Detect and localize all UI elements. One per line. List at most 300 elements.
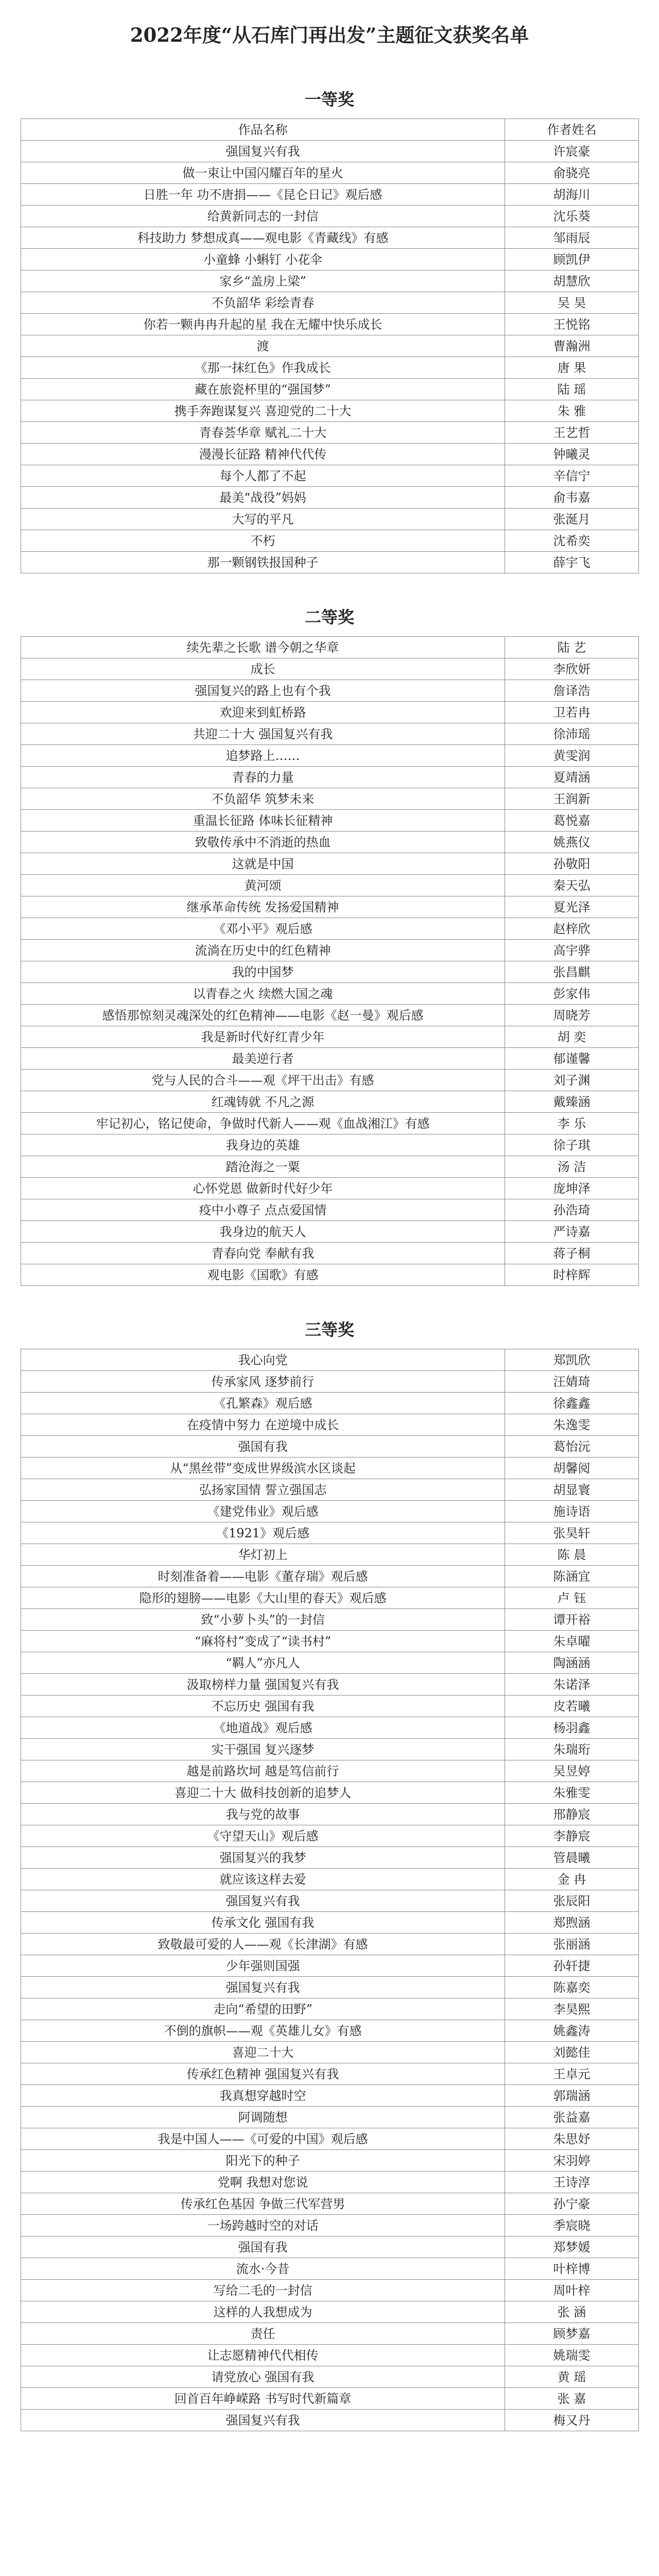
table-row [21, 1264, 639, 1286]
entry-author: 周叶梓 [505, 2280, 639, 2301]
entry-author: 孙宁豪 [505, 2193, 639, 2215]
entry-title: 致敬传承中不消逝的热血 [21, 832, 505, 853]
table-row [21, 2323, 639, 2345]
entry-title: 《邓小平》观后感 [21, 918, 505, 940]
section-heading: 三等奖 [304, 1320, 354, 1340]
award-table [21, 1349, 639, 2431]
entry-author: 俞韦嘉 [505, 487, 639, 509]
entry-author: 郭瑞涵 [505, 2085, 639, 2107]
entry-author: 汤 洁 [505, 1156, 639, 1178]
entry-title: 弘扬家国情 誓立强国志 [21, 1479, 505, 1501]
table-row [21, 1977, 639, 1998]
entry-author: 姚燕仪 [505, 832, 639, 853]
entry-title: 小童蜂 小蝌钉 小花伞 [21, 249, 505, 270]
entry-author: 朱卓曜 [505, 1631, 639, 1652]
entry-title: 强国复兴的路上也有个我 [21, 680, 505, 702]
entry-title: “羁人”亦凡人 [21, 1652, 505, 1674]
entry-author: 孙轩捷 [505, 1955, 639, 1977]
entry-title: 隐形的翅膀——电影《大山里的春天》观后感 [21, 1587, 505, 1609]
entry-author: 李静宸 [505, 1825, 639, 1847]
entry-title: 续先辈之长歌 谱今朝之华章 [21, 637, 505, 658]
table-row [21, 1243, 639, 1264]
table-row [21, 530, 639, 552]
entry-author: 秦天弘 [505, 875, 639, 896]
entry-author: 郑凯欣 [505, 1349, 639, 1371]
table-row [21, 875, 639, 896]
entry-author: 陶涵涵 [505, 1652, 639, 1674]
table-row [21, 444, 639, 465]
entry-title: 喜迎二十大 做科技创新的追梦人 [21, 1782, 505, 1804]
entry-title: 党与人民的合斗——观《坪干出击》有感 [21, 1070, 505, 1091]
entry-author: 朱 雅 [505, 400, 639, 422]
entry-author: 俞骁亮 [505, 162, 639, 184]
table-row [21, 1178, 639, 1199]
table-row [21, 162, 639, 184]
column-header-author: 作者姓名 [505, 119, 639, 141]
table-row [21, 1717, 639, 1739]
entry-title: 越是前路坎坷 越是笃信前行 [21, 1760, 505, 1782]
document-title: 2022年度“从石库门再出发”主题征文获奖名单 [130, 24, 529, 46]
entry-title: 致敬最可爱的人——观《长津湖》有感 [21, 1934, 505, 1955]
table-row [21, 788, 639, 810]
entry-title: 我与党的故事 [21, 1804, 505, 1825]
table-row [21, 1479, 639, 1501]
table-row [21, 1760, 639, 1782]
entry-title: 藏在旅瓷杯里的“强国梦” [21, 379, 505, 400]
entry-title: 我是中国人——《可爱的中国》观后感 [21, 2128, 505, 2150]
table-row [21, 1652, 639, 1674]
table-row [21, 1371, 639, 1393]
entry-title: 传承红色基因 争做三代军营男 [21, 2193, 505, 2215]
entry-author: 王卓元 [505, 2063, 639, 2085]
entry-title: 华灯初上 [21, 1544, 505, 1566]
entry-title: 黄河颂 [21, 875, 505, 896]
entry-title: 成长 [21, 658, 505, 680]
entry-author: 黄雯润 [505, 745, 639, 767]
entry-author: 胡 奕 [505, 1026, 639, 1048]
entry-title: 我的中国梦 [21, 961, 505, 983]
table-row [21, 227, 639, 249]
entry-author: 沈希奕 [505, 530, 639, 552]
table-row [21, 335, 639, 357]
entry-title: 不倒的旗帜——观《英雄儿女》有感 [21, 2020, 505, 2042]
table-row [21, 2410, 639, 2431]
entry-title: 致“小萝卜头”的一封信 [21, 1609, 505, 1631]
table-row [21, 2280, 639, 2301]
table-row [21, 1739, 639, 1760]
table-row [21, 853, 639, 875]
entry-title: 少年强则国强 [21, 1955, 505, 1977]
entry-author: 夏光泽 [505, 896, 639, 918]
entry-author: 姚鑫涛 [505, 2020, 639, 2042]
table-row [21, 2388, 639, 2410]
entry-author: 陈 晨 [505, 1544, 639, 1566]
column-header-title: 作品名称 [21, 119, 505, 141]
entry-author: 陆 艺 [505, 637, 639, 658]
table-row [21, 509, 639, 530]
entry-title: 传承文化 强国有我 [21, 1912, 505, 1934]
entry-title: 你若一颗冉冉升起的星 我在无耀中快乐成长 [21, 314, 505, 335]
entry-author: 徐子琪 [505, 1134, 639, 1156]
entry-title: 强国复兴有我 [21, 2410, 505, 2431]
entry-title: 欢迎来到虹桥路 [21, 702, 505, 723]
table-row [21, 896, 639, 918]
table-row [21, 940, 639, 961]
table-row [21, 2172, 639, 2193]
entry-author: 顾梦嘉 [505, 2323, 639, 2345]
entry-title: 科技助力 梦想成真——观电影《青藏线》有感 [21, 227, 505, 249]
entry-title: 不朽 [21, 530, 505, 552]
entry-author: 金 冉 [505, 1869, 639, 1890]
table-row [21, 1199, 639, 1221]
entry-author: 张昊轩 [505, 1522, 639, 1544]
table-row [21, 1458, 639, 1479]
entry-title: 喜迎二十大 [21, 2042, 505, 2063]
entry-author: 邹雨辰 [505, 227, 639, 249]
entry-title: 让志愿精神代代相传 [21, 2345, 505, 2366]
entry-author: 葛怡沅 [505, 1436, 639, 1458]
award-section [21, 598, 638, 1286]
entry-author: 李欣妍 [505, 658, 639, 680]
entry-author: 胡馨阅 [505, 1458, 639, 1479]
entry-author: 朱逸雯 [505, 1414, 639, 1436]
table-row [21, 1026, 639, 1048]
entry-title: 阳光下的种子 [21, 2150, 505, 2172]
entry-title: 强国有我 [21, 2236, 505, 2258]
table-row [21, 1912, 639, 1934]
entry-title: 回首百年峥嵘路 书写时代新篇章 [21, 2388, 505, 2410]
entry-author: 胡显寰 [505, 1479, 639, 1501]
entry-author: 卫若冉 [505, 702, 639, 723]
table-row [21, 400, 639, 422]
entry-title: 日胜一年 功不唐捐——《昆仑日记》观后感 [21, 184, 505, 206]
entry-title: 汲取榜样力量 强国复兴有我 [21, 1674, 505, 1696]
table-row [21, 206, 639, 227]
entry-author: 汪婧琦 [505, 1371, 639, 1393]
entry-author: 梅又丹 [505, 2410, 639, 2431]
table-row [21, 184, 639, 206]
table-row [21, 1998, 639, 2020]
table-row [21, 2215, 639, 2236]
entry-author: 赵梓欣 [505, 918, 639, 940]
table-row [21, 2042, 639, 2063]
entry-author: 孙敬阳 [505, 853, 639, 875]
entry-title: 牢记初心，铭记使命，争做时代新人——观《血战湘江》有感 [21, 1113, 505, 1134]
entry-author: 管晨曦 [505, 1847, 639, 1869]
entry-title: 从“黑丝带”变成世界级滨水区谈起 [21, 1458, 505, 1479]
entry-author: 戴臻涵 [505, 1091, 639, 1113]
entry-title: 家乡“盖房上梁” [21, 270, 505, 292]
entry-title: 就应该这样去爱 [21, 1869, 505, 1890]
entry-title: 《守望天山》观后感 [21, 1825, 505, 1847]
table-row [21, 1566, 639, 1587]
entry-author: 钟曦灵 [505, 444, 639, 465]
entry-title: 传承家风 逐梦前行 [21, 1371, 505, 1393]
entry-title: 我真想穿越时空 [21, 2085, 505, 2107]
entry-author: 王悦铭 [505, 314, 639, 335]
table-row [21, 379, 639, 400]
entry-title: 红魂铸就 不凡之源 [21, 1091, 505, 1113]
entry-title: 《地道战》观后感 [21, 1717, 505, 1739]
table-row [21, 918, 639, 940]
award-table [21, 118, 639, 573]
table-row [21, 1113, 639, 1134]
award-section [21, 80, 638, 573]
entry-author: 彭家伟 [505, 983, 639, 1005]
entry-title: 不负韶华 筑梦未来 [21, 788, 505, 810]
table-row [21, 357, 639, 379]
table-row [21, 2020, 639, 2042]
entry-author: 刘子渊 [505, 1070, 639, 1091]
table-row [21, 2128, 639, 2150]
table-row [21, 1393, 639, 1414]
table-row [21, 658, 639, 680]
entry-author: 李昊熙 [505, 1998, 639, 2020]
entry-author: 李 乐 [505, 1113, 639, 1134]
entry-title: 每个人都了不起 [21, 465, 505, 487]
entry-author: 张 嘉 [505, 2388, 639, 2410]
table-row [21, 2193, 639, 2215]
entry-author: 陆 瑶 [505, 379, 639, 400]
entry-author: 姚瑞雯 [505, 2345, 639, 2366]
table-row [21, 1934, 639, 1955]
table-row [21, 1544, 639, 1566]
entry-title: 强国复兴的我梦 [21, 1847, 505, 1869]
entry-author: 王润新 [505, 788, 639, 810]
entry-title: 青春荟华章 赋礼二十大 [21, 422, 505, 444]
table-row [21, 1609, 639, 1631]
table-row [21, 1156, 639, 1178]
table-row [21, 2085, 639, 2107]
entry-author: 宋羽婷 [505, 2150, 639, 2172]
entry-title: 《1921》观后感 [21, 1522, 505, 1544]
entry-author: 胡慧欣 [505, 270, 639, 292]
table-row [21, 1501, 639, 1522]
entry-author: 胡海川 [505, 184, 639, 206]
table-row [21, 1048, 639, 1070]
table-row [21, 1825, 639, 1847]
table-row [21, 745, 639, 767]
entry-author: 曹瀚洲 [505, 335, 639, 357]
table-row [21, 292, 639, 314]
entry-author: 吴昱婷 [505, 1760, 639, 1782]
entry-author: 叶梓博 [505, 2258, 639, 2280]
entry-author: 张益嘉 [505, 2107, 639, 2128]
table-row [21, 983, 639, 1005]
entry-author: 杨羽鑫 [505, 1717, 639, 1739]
entry-title: 继承革命传统 发扬爱国精神 [21, 896, 505, 918]
entry-author: 王艺哲 [505, 422, 639, 444]
table-row [21, 680, 639, 702]
entry-title: 重温长征路 体味长征精神 [21, 810, 505, 832]
table-row [21, 465, 639, 487]
entry-author: 卢 钰 [505, 1587, 639, 1609]
entry-title: 以青春之火 续燃大国之魂 [21, 983, 505, 1005]
entry-title: 请党放心 强国有我 [21, 2366, 505, 2388]
table-row [21, 1522, 639, 1544]
table-row [21, 1955, 639, 1977]
table-row [21, 2150, 639, 2172]
table-row [21, 2258, 639, 2280]
entry-title: 我心向党 [21, 1349, 505, 1371]
entry-title: 强国有我 [21, 1436, 505, 1458]
entry-title: 一场跨越时空的对话 [21, 2215, 505, 2236]
entry-title: 传承红色精神 强国复兴有我 [21, 2063, 505, 2085]
table-row [21, 810, 639, 832]
entry-title: 共迎二十大 强国复兴有我 [21, 723, 505, 745]
entry-author: 朱思妤 [505, 2128, 639, 2150]
entry-author: 谭开裕 [505, 1609, 639, 1631]
entry-title: 我身边的航天人 [21, 1221, 505, 1243]
entry-author: 夏靖涵 [505, 767, 639, 788]
table-row [21, 637, 639, 658]
entry-author: 朱瑞珩 [505, 1739, 639, 1760]
section-heading: 二等奖 [304, 607, 354, 627]
table-row [21, 723, 639, 745]
entry-title: 追梦路上…… [21, 745, 505, 767]
table-row [21, 1631, 639, 1652]
entry-author: 蒋子桐 [505, 1243, 639, 1264]
entry-author: 詹译浩 [505, 680, 639, 702]
entry-title: 观电影《国歌》有感 [21, 1264, 505, 1286]
entry-author: 刘懿佳 [505, 2042, 639, 2063]
entry-title: 我身边的英雄 [21, 1134, 505, 1156]
table-row [21, 1134, 639, 1156]
entry-title: 党啊 我想对您说 [21, 2172, 505, 2193]
entry-author: 高宇骅 [505, 940, 639, 961]
table-row [21, 961, 639, 983]
entry-title: 这样的人我想成为 [21, 2301, 505, 2323]
award-table [21, 636, 639, 1286]
entry-title: 流水·今昔 [21, 2258, 505, 2280]
table-row [21, 1070, 639, 1091]
table-row [21, 1587, 639, 1609]
table-row [21, 1349, 639, 1371]
entry-title: 实干强国 复兴逐梦 [21, 1739, 505, 1760]
table-row [21, 141, 639, 162]
entry-author: 邢静宸 [505, 1804, 639, 1825]
entry-author: 王诗淳 [505, 2172, 639, 2193]
entry-title: 青春向党 奉献有我 [21, 1243, 505, 1264]
entry-author: 薛宇飞 [505, 552, 639, 573]
table-row [21, 422, 639, 444]
table-row [21, 1674, 639, 1696]
entry-author: 陈嘉奕 [505, 1977, 639, 1998]
entry-author: 庞坤泽 [505, 1178, 639, 1199]
entry-title: 漫漫长征路 精神代代传 [21, 444, 505, 465]
entry-title: 流淌在历史中的红色精神 [21, 940, 505, 961]
entry-author: 周晓芳 [505, 1005, 639, 1026]
award-sections [21, 80, 638, 2431]
table-row [21, 1414, 639, 1436]
table-row [21, 2301, 639, 2323]
entry-title: 给黄新同志的一封信 [21, 206, 505, 227]
entry-author: 郑梦媛 [505, 2236, 639, 2258]
entry-title: 不负韶华 彩绘青春 [21, 292, 505, 314]
entry-title: 强国复兴有我 [21, 1977, 505, 1998]
entry-author: 朱诺泽 [505, 1674, 639, 1696]
entry-title: 大写的平凡 [21, 509, 505, 530]
entry-author: 时梓辉 [505, 1264, 639, 1286]
table-row [21, 1804, 639, 1825]
table-row [21, 249, 639, 270]
entry-title: 《建党伟业》观后感 [21, 1501, 505, 1522]
entry-author: 皮若曦 [505, 1696, 639, 1717]
entry-author: 张涎月 [505, 509, 639, 530]
table-row [21, 2345, 639, 2366]
table-row [21, 552, 639, 573]
table-row [21, 1221, 639, 1243]
table-row [21, 2063, 639, 2085]
table-row [21, 1890, 639, 1912]
entry-author: 徐沛瑶 [505, 723, 639, 745]
entry-author: 徐鑫鑫 [505, 1393, 639, 1414]
entry-author: 郁谨馨 [505, 1048, 639, 1070]
table-row [21, 1436, 639, 1458]
entry-author: 顾凯伊 [505, 249, 639, 270]
entry-title: 我是新时代好红青少年 [21, 1026, 505, 1048]
entry-title: 责任 [21, 2323, 505, 2345]
entry-author: 施诗语 [505, 1501, 639, 1522]
entry-author: 孙浩琦 [505, 1199, 639, 1221]
table-row [21, 1782, 639, 1804]
entry-title: 渡 [21, 335, 505, 357]
entry-author: 季宸晓 [505, 2215, 639, 2236]
entry-title: 写给二毛的一封信 [21, 2280, 505, 2301]
table-row [21, 702, 639, 723]
table-row [21, 1869, 639, 1890]
entry-title: 踏沧海之一粟 [21, 1156, 505, 1178]
entry-title: 携手奔跑谋复兴 喜迎党的二十大 [21, 400, 505, 422]
entry-author: 许宸豪 [505, 141, 639, 162]
table-row [21, 314, 639, 335]
entry-author: 张昌麒 [505, 961, 639, 983]
table-row [21, 1091, 639, 1113]
entry-title: 强国复兴有我 [21, 1890, 505, 1912]
entry-author: 辛信宁 [505, 465, 639, 487]
table-row [21, 487, 639, 509]
table-row [21, 1847, 639, 1869]
section-heading: 一等奖 [304, 90, 354, 109]
entry-title: 那一颗钢铁报国种子 [21, 552, 505, 573]
entry-author: 吴 昊 [505, 292, 639, 314]
entry-title: 最美“战役”妈妈 [21, 487, 505, 509]
table-row [21, 2236, 639, 2258]
entry-title: 《孔繁森》观后感 [21, 1393, 505, 1414]
entry-title: “麻将村”变成了“读书村” [21, 1631, 505, 1652]
entry-title: 不忘历史 强国有我 [21, 1696, 505, 1717]
entry-author: 严诗嘉 [505, 1221, 639, 1243]
entry-author: 沈乐葵 [505, 206, 639, 227]
table-header-row [21, 119, 639, 141]
entry-title: 这就是中国 [21, 853, 505, 875]
entry-title: 感悟那惊刻灵魂深处的红色精神——电影《赵一曼》观后感 [21, 1005, 505, 1026]
table-row [21, 2107, 639, 2128]
entry-title: 阿调随想 [21, 2107, 505, 2128]
entry-author: 朱雅雯 [505, 1782, 639, 1804]
table-row [21, 270, 639, 292]
entry-author: 张丽涵 [505, 1934, 639, 1955]
entry-author: 陈涵宜 [505, 1566, 639, 1587]
entry-title: 《那一抹红色》作我成长 [21, 357, 505, 379]
entry-author: 张辰阳 [505, 1890, 639, 1912]
entry-title: 最美逆行者 [21, 1048, 505, 1070]
entry-title: 做一束让中国闪耀百年的星火 [21, 162, 505, 184]
table-row [21, 2366, 639, 2388]
entry-title: 在疫情中努力 在逆境中成长 [21, 1414, 505, 1436]
table-row [21, 832, 639, 853]
entry-title: 走向“希望的田野” [21, 1998, 505, 2020]
